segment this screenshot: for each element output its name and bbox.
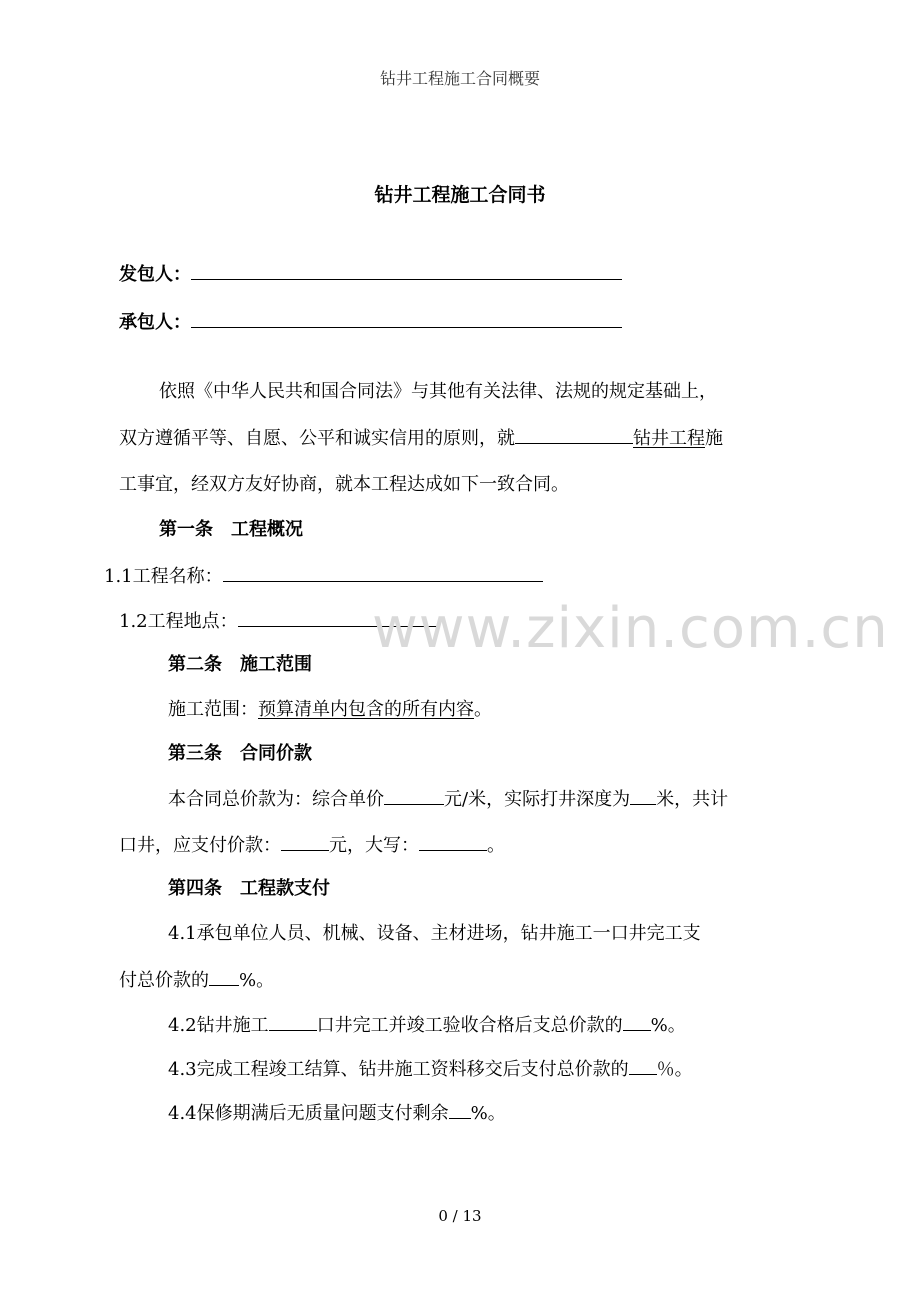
contractor-line	[119, 307, 622, 334]
payable-label: 口井，应支付价款：	[119, 835, 281, 856]
document-title: 钻井工程施工合同书	[374, 184, 546, 206]
payment-4-4-blank	[449, 1098, 471, 1119]
payment-4-2-mid: 口井完工并竣工验收合格后支总价款的	[316, 1015, 623, 1036]
article-4-heading: 第四条 工程款支付	[168, 878, 330, 899]
payment-4-4-text: 4.4保修期满后无质量问题支付剩余	[168, 1103, 449, 1124]
watermark: www.zixin.com.cn	[372, 596, 889, 661]
contractor-blank	[191, 307, 622, 328]
scope-label: 施工范围：	[168, 699, 258, 720]
payment-4-4-end: %。	[470, 1103, 506, 1124]
scope-end: 。	[474, 699, 492, 720]
price-line-1	[168, 784, 728, 811]
unit-price-label: 本合同总价款为：综合单价	[168, 789, 384, 810]
payment-4-1-text: 付总价款的	[119, 970, 209, 991]
payment-4-1-end: %。	[239, 970, 275, 991]
payment-4-2-text: 4.2钻井施工	[168, 1015, 269, 1036]
unit-price-blank	[384, 784, 444, 805]
article-1-heading: 第一条 工程概况	[159, 519, 303, 540]
depth-blank	[630, 784, 656, 805]
article-2-heading: 第二条 施工范围	[168, 654, 312, 675]
price-line-2-end: 。	[487, 835, 505, 856]
preamble-line-3: 工事宜，经双方友好协商，就本工程达成如下一致合同。	[119, 474, 569, 495]
payment-4-3-blank	[629, 1054, 657, 1075]
scope-line	[168, 695, 492, 721]
payment-4-2-end: %。	[650, 1015, 686, 1036]
employer-line	[119, 259, 622, 286]
payment-4-1-line-2	[119, 965, 274, 992]
payment-4-3	[168, 1054, 693, 1081]
preamble-line-1: 依照《中华人民共和国合同法》与其他有关法律、法规的规定基础上，	[159, 381, 717, 402]
project-type: 钻井工程	[633, 428, 705, 449]
payment-4-3-end: ％。	[656, 1059, 693, 1080]
payment-4-2-pct-blank	[623, 1010, 651, 1031]
project-name-blank	[515, 424, 633, 444]
payable-blank	[281, 830, 329, 851]
contractor-label: 承包人：	[119, 312, 191, 333]
employer-blank	[191, 259, 622, 280]
preamble-line-2	[119, 424, 723, 450]
payment-4-1-line-1: 4.1承包单位人员、机械、设备、主材进场，钻井施工一口井完工支	[168, 923, 701, 944]
employer-label: 发包人：	[119, 264, 191, 285]
scope-value: 预算清单内包含的所有内容	[258, 699, 474, 720]
page-header: 钻井工程施工合同概要	[379, 69, 540, 88]
payment-4-1-blank	[209, 965, 239, 986]
preamble-line-2-text: 双方遵循平等、自愿、公平和诚实信用的原则，就	[119, 428, 515, 449]
project-name-field-blank	[223, 561, 543, 582]
payment-4-2	[168, 1010, 686, 1037]
capital-label: 元，大写：	[329, 835, 419, 856]
preamble-line-2-end: 施	[705, 428, 723, 449]
depth-label: 元/米，实际打井深度为	[444, 789, 631, 810]
price-line-2	[119, 830, 505, 857]
wells-label: 米，共计	[656, 789, 729, 810]
payment-4-4	[168, 1098, 506, 1125]
article-3-heading: 第三条 合同价款	[168, 743, 312, 764]
capital-blank	[419, 830, 487, 851]
project-site-label: 1.2工程地点：	[119, 611, 238, 632]
page-number: 0 / 13	[438, 1207, 482, 1225]
payment-4-2-wells-blank	[269, 1010, 317, 1031]
payment-4-3-text: 4.3完成工程竣工结算、钻井施工资料移交后支付总价款的	[168, 1059, 629, 1080]
project-name-line	[104, 561, 543, 588]
project-name-label: 1.1工程名称：	[104, 566, 223, 587]
